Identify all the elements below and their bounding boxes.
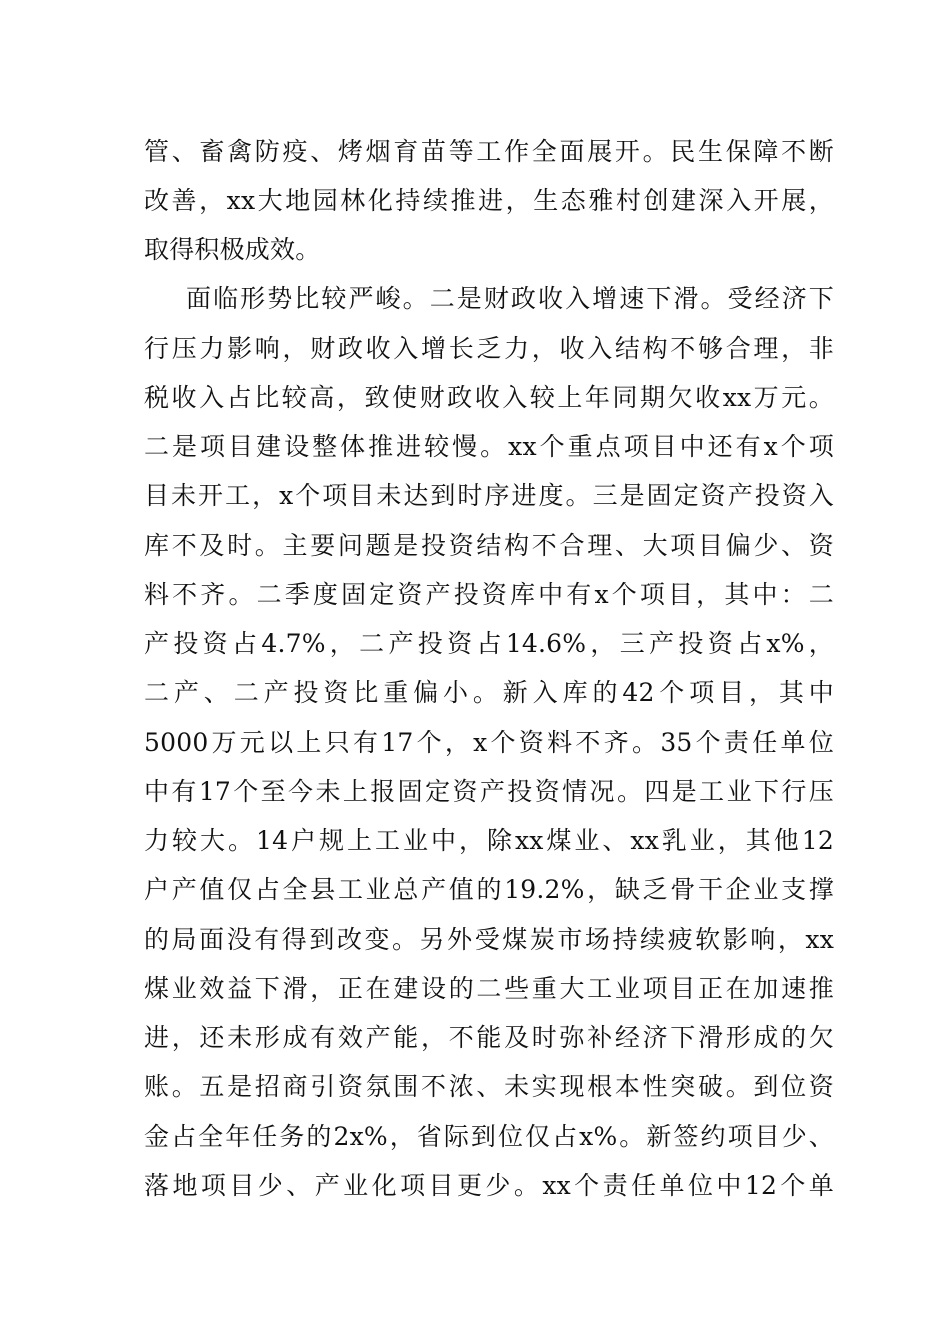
text-line: 面临形势比较严峻。二是财政收入增速下滑。受经济下	[186, 284, 834, 313]
text-line: 落地项目少、产业化项目更少。xx个责任单位中12个单	[144, 1171, 834, 1200]
text-line: 取得积极成效。	[144, 235, 321, 264]
text-line: 改善，xx大地园林化持续推进，生态雅村创建深入开展，	[144, 186, 834, 215]
text-line: 金占全年任务的2x%，省际到位仅占x%。新签约项目少、	[144, 1122, 834, 1151]
text-line: 5000万元以上只有17个，x个资料不齐。35个责任单位	[144, 728, 834, 757]
text-line: 产投资占4.7%，二产投资占14.6%，三产投资占x%，	[144, 629, 834, 658]
text-line: 力较大。14户规上工业中，除xx煤业、xx乳业，其他12	[144, 826, 834, 855]
text-line: 的局面没有得到改变。另外受煤炭市场持续疲软影响，xx	[144, 925, 834, 954]
text-line: 二产、二产投资比重偏小。新入库的42个项目，其中	[144, 678, 834, 707]
text-line: 煤业效益下滑，正在建设的二些重大工业项目正在加速推	[144, 974, 834, 1003]
text-line: 行压力影响，财政收入增长乏力，收入结构不够合理，非	[144, 334, 834, 363]
text-line: 进，还未形成有效产能，不能及时弥补经济下滑形成的欠	[144, 1023, 834, 1052]
text-line: 账。五是招商引资氛围不浓、未实现根本性突破。到位资	[144, 1072, 834, 1101]
text-line: 中有17个至今未上报固定资产投资情况。四是工业下行压	[144, 777, 834, 806]
text-line: 二是项目建设整体推进较慢。xx个重点项目中还有x个项	[144, 432, 834, 461]
text-line: 户产值仅占全县工业总产值的19.2%，缺乏骨干企业支撑	[144, 875, 834, 904]
text-line: 税收入占比较高，致使财政收入较上年同期欠收xx万元。	[144, 383, 834, 412]
text-line: 库不及时。主要问题是投资结构不合理、大项目偏少、资	[144, 531, 834, 560]
text-line: 管、畜禽防疫、烤烟育苗等工作全面展开。民生保障不断	[144, 137, 834, 166]
text-line: 料不齐。二季度固定资产投资库中有x个项目，其中：二	[144, 580, 834, 609]
text-line: 目未开工，x个项目未达到时序进度。三是固定资产投资入	[144, 481, 834, 510]
